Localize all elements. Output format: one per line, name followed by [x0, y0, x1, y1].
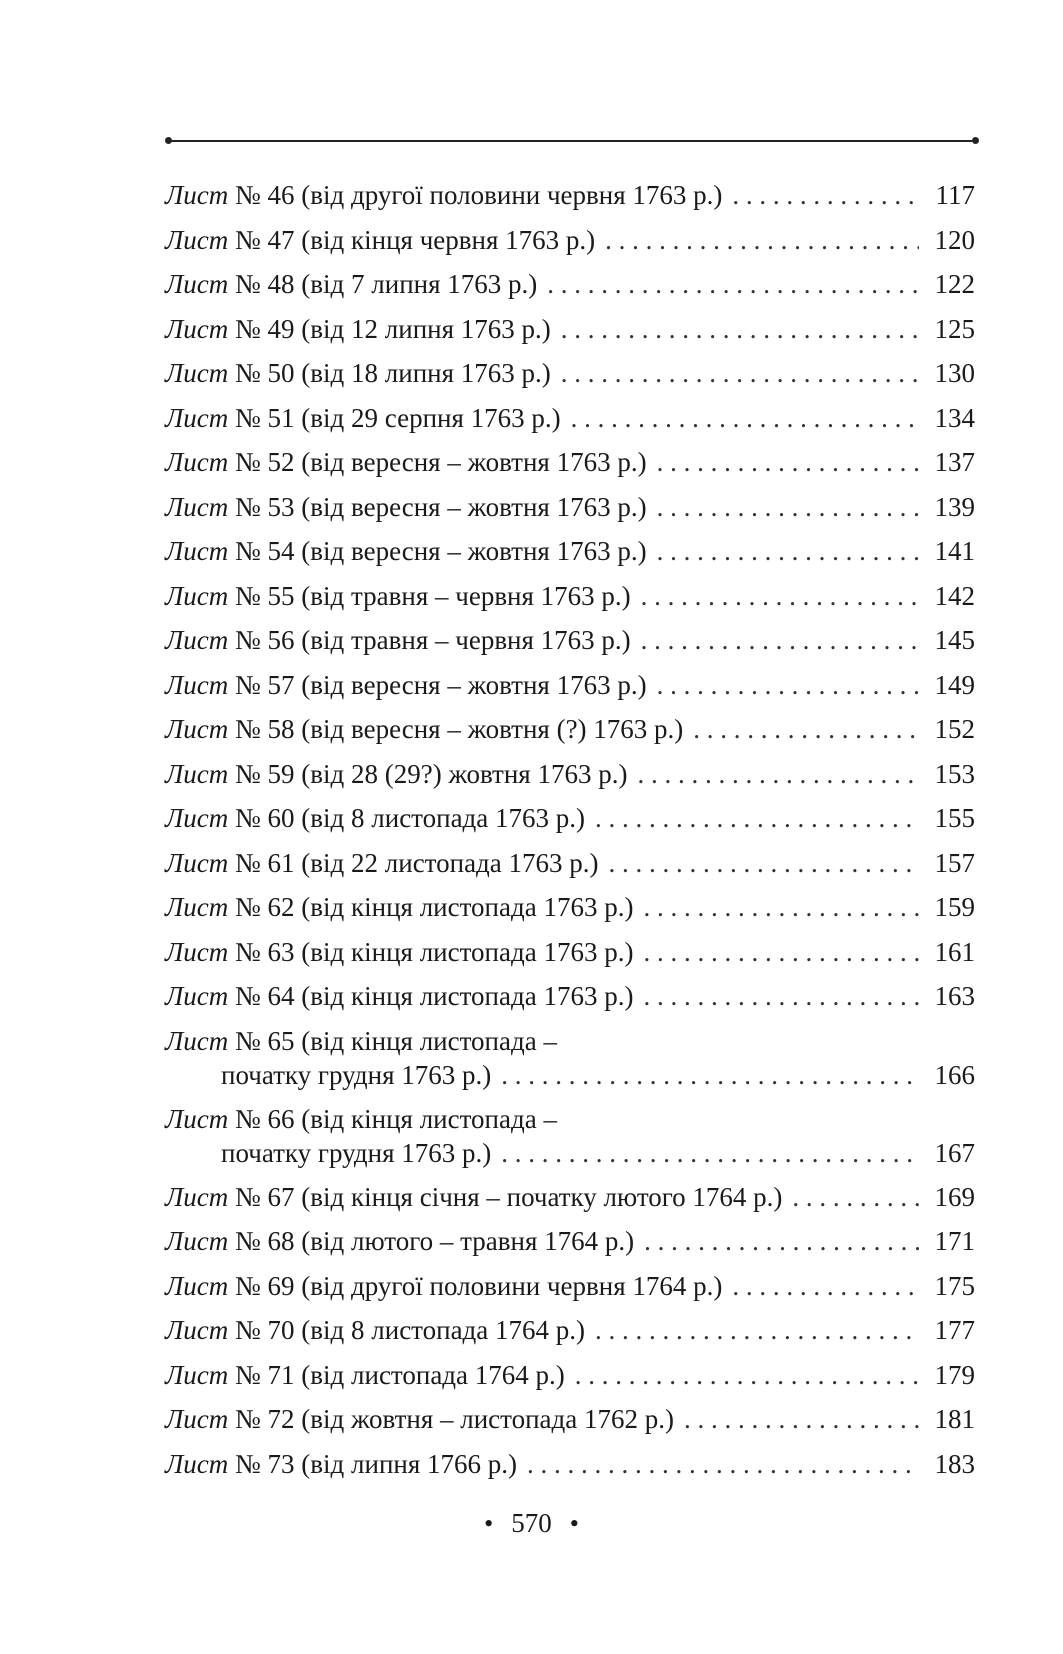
toc-entry-page: 171 — [934, 1226, 975, 1256]
rule-right-dot — [972, 137, 979, 144]
toc-entry-line — [165, 312, 975, 346]
dot-leader — [561, 312, 919, 346]
toc-entry-title — [165, 1102, 557, 1136]
toc-entry-title — [165, 579, 631, 613]
toc-entry-page: 152 — [934, 714, 975, 744]
toc-entry-title — [165, 1358, 565, 1392]
dot-leader — [547, 267, 919, 301]
toc-entry-page: 130 — [934, 358, 975, 388]
toc-entry-prefix: Лист — [165, 625, 229, 655]
toc-entry-text: № 70 (від 8 листопада 1764 р.) — [228, 1315, 586, 1345]
toc-entry-text: № 62 (від кінця листопада 1763 р.) — [228, 892, 634, 922]
toc-entry-prefix: Лист — [165, 491, 229, 522]
toc-entry-line — [165, 757, 975, 791]
toc-entry-line — [165, 1180, 975, 1214]
toc-entry-page: 125 — [934, 313, 975, 344]
toc-entry-line — [165, 579, 975, 613]
toc-entry — [165, 490, 975, 535]
toc-entry — [165, 890, 975, 935]
page-folio — [0, 1508, 1063, 1539]
toc-entry-prefix: Лист — [165, 758, 229, 789]
toc-entry-title — [165, 267, 537, 301]
dot-leader — [641, 623, 919, 657]
toc-entry-page: 183 — [934, 1448, 975, 1479]
toc-entry-prefix: Лист — [165, 714, 229, 744]
toc-entry-text-continued: початку грудня 1763 р.) — [221, 1059, 492, 1090]
toc-entry-page: 145 — [934, 625, 975, 655]
toc-entry-text: № 53 (від вересня – жовтня 1763 р.) — [228, 491, 647, 522]
toc-entry-page: 120 — [934, 224, 975, 255]
toc-entry-title — [165, 846, 599, 880]
toc-entry-text: № 55 (від травня – червня 1763 р.) — [228, 580, 631, 611]
toc-entry-page: 134 — [934, 402, 975, 433]
toc-entry-title — [165, 668, 647, 702]
dot-leader — [561, 356, 919, 390]
toc-entry-page: 122 — [934, 269, 975, 299]
toc-entry-prefix: Лист — [165, 580, 229, 611]
toc-entry-line — [165, 1447, 975, 1481]
toc-entry-prefix: Лист — [165, 1315, 229, 1345]
toc-entry-line — [165, 445, 975, 479]
toc-entry — [165, 1447, 975, 1492]
toc-entry-line-continued — [165, 1136, 975, 1170]
toc-entry — [165, 623, 975, 668]
toc-entry-title — [165, 757, 627, 791]
toc-entry-page: 155 — [934, 803, 975, 833]
toc-entry-prefix: Лист — [165, 1448, 229, 1479]
toc-entry-prefix: Лист — [165, 269, 229, 299]
dot-leader — [637, 757, 919, 791]
toc-entry-title — [165, 223, 595, 257]
toc-entry-page: 161 — [934, 936, 975, 967]
toc-entry-line — [165, 178, 975, 212]
toc-entry — [165, 1313, 975, 1358]
toc-entry — [165, 223, 975, 268]
toc-entry-title — [165, 178, 722, 212]
toc-entry-page: 142 — [934, 580, 975, 611]
toc-entry — [165, 401, 975, 446]
toc-entry — [165, 935, 975, 980]
toc-entry-prefix: Лист — [165, 224, 229, 255]
toc-entry — [165, 846, 975, 891]
toc-entry — [165, 979, 975, 1024]
toc-entry-text: № 72 (від жовтня – листопада 1762 р.) — [228, 1404, 674, 1434]
toc-entry — [165, 445, 975, 490]
dot-leader — [605, 223, 919, 257]
toc-entry-prefix: Лист — [165, 402, 229, 433]
toc-entry-prefix: Лист — [165, 847, 229, 878]
toc-entry-line — [165, 223, 975, 257]
toc-entry-line — [165, 356, 975, 390]
toc-entry-title — [165, 445, 647, 479]
toc-entry-text: № 64 (від кінця листопада 1763 р.) — [228, 981, 634, 1011]
dot-leader — [684, 1402, 919, 1436]
toc-entry-text: № 57 (від вересня – жовтня 1763 р.) — [228, 669, 647, 700]
toc-entry-title — [165, 1269, 722, 1303]
toc-entry-line — [165, 846, 975, 880]
toc-entry-prefix: Лист — [165, 669, 229, 700]
toc-entry-title — [165, 1402, 674, 1436]
toc-entry-page: 157 — [934, 847, 975, 878]
toc-entry-line — [165, 979, 975, 1013]
toc-entry-text: № 67 (від кінця січня – початку лютого 1764 р.) — [228, 1181, 783, 1212]
toc-entry-text: № 60 (від 8 листопада 1763 р.) — [228, 803, 586, 833]
toc-entry-prefix: Лист — [165, 1270, 229, 1301]
toc-entry-prefix: Лист — [165, 803, 229, 833]
toc-entry-page: 166 — [934, 1059, 975, 1090]
dot-leader — [609, 846, 919, 880]
toc-entry-text: № 59 (від 28 (29?) жовтня 1763 р.) — [228, 758, 628, 789]
dot-leader — [657, 445, 919, 479]
toc-entry-text: № 71 (від листопада 1764 р.) — [228, 1359, 565, 1390]
toc-entry-title — [165, 712, 683, 746]
toc-entry-text: № 47 (від кінця червня 1763 р.) — [228, 224, 596, 255]
toc-entry-prefix: Лист — [165, 358, 229, 388]
toc-entry-line — [165, 1224, 975, 1258]
toc-entry-text: № 61 (від 22 листопада 1763 р.) — [228, 847, 599, 878]
dot-leader — [575, 1358, 919, 1392]
toc-entry-page: 177 — [934, 1315, 975, 1345]
toc-entry — [165, 267, 975, 312]
toc-entry-text: № 52 (від вересня – жовтня 1763 р.) — [228, 447, 647, 477]
toc-entry-prefix: Лист — [165, 1103, 229, 1134]
toc-entry-text: № 69 (від другої половини червня 1764 р.) — [228, 1270, 723, 1301]
toc-entry-title — [165, 979, 633, 1013]
toc-entry-text: № 49 (від 12 липня 1763 р.) — [228, 313, 551, 344]
dot-leader — [657, 490, 919, 524]
toc-entry-page: 149 — [934, 669, 975, 700]
dot-leader — [641, 579, 919, 613]
toc-entry-line — [165, 490, 975, 524]
dot-leader — [595, 801, 919, 835]
toc-entry-prefix: Лист — [165, 1226, 229, 1256]
toc-entry — [165, 668, 975, 713]
toc-entry-text: № 68 (від лютого – травня 1764 р.) — [228, 1226, 635, 1256]
toc-entry-prefix: Лист — [165, 936, 229, 967]
toc-entry — [165, 356, 975, 401]
toc-entry — [165, 1269, 975, 1314]
toc-entry — [165, 312, 975, 357]
toc-entry-page: 175 — [934, 1270, 975, 1301]
dot-leader — [527, 1447, 919, 1481]
dot-leader — [501, 1136, 919, 1170]
dot-leader — [595, 1313, 919, 1347]
toc-entry-page: 153 — [934, 758, 975, 789]
toc-entry-title — [165, 623, 631, 657]
toc-entry-title — [165, 935, 633, 969]
toc-entry-line — [165, 890, 975, 924]
toc-entry-text: № 54 (від вересня – жовтня 1763 р.) — [228, 536, 647, 566]
toc-entry-page: 159 — [934, 892, 975, 922]
toc-entry-text: № 56 (від травня – червня 1763 р.) — [228, 625, 631, 655]
toc-entry-text: № 73 (від липня 1766 р.) — [228, 1448, 518, 1479]
toc-entry — [165, 579, 975, 624]
toc-entry — [165, 1180, 975, 1225]
folio-bullet-left: • — [484, 1509, 494, 1538]
dot-leader — [644, 1224, 919, 1258]
toc-entry-line — [165, 534, 975, 568]
toc-entry-prefix: Лист — [165, 1404, 229, 1434]
toc-entry-prefix: Лист — [165, 447, 229, 477]
toc-entry — [165, 1102, 975, 1180]
dot-leader — [571, 401, 919, 435]
dot-leader — [501, 1058, 919, 1092]
page-number: 570 — [511, 1508, 552, 1538]
toc-entry-text: № 66 (від кінця листопада – — [228, 1103, 557, 1134]
toc-entry — [165, 534, 975, 579]
dot-leader — [643, 979, 919, 1013]
toc-entry-page: 167 — [934, 1137, 975, 1168]
toc-entry-line — [165, 1024, 975, 1058]
toc-entry — [165, 1358, 975, 1403]
toc-entry-line — [165, 712, 975, 746]
toc-entry-title — [165, 1447, 517, 1481]
toc-entry-page: 169 — [934, 1181, 975, 1212]
toc-entry-title — [165, 401, 561, 435]
toc-entry-title — [165, 534, 647, 568]
toc-entry-page: 141 — [934, 536, 975, 566]
dot-leader — [693, 712, 919, 746]
toc-entry-text: № 51 (від 29 серпня 1763 р.) — [228, 402, 561, 433]
toc-entry-text: № 65 (від кінця листопада – — [228, 1025, 557, 1056]
toc-entry-line — [165, 668, 975, 702]
toc-entry-page: 137 — [934, 447, 975, 477]
toc-entry-prefix: Лист — [165, 1181, 229, 1212]
toc-entry-page: 181 — [934, 1404, 975, 1434]
toc-entry-title — [165, 890, 633, 924]
header-rule — [168, 140, 972, 142]
folio-bullet-right: • — [569, 1509, 579, 1538]
toc-entry — [165, 1024, 975, 1102]
toc-entry-text: № 63 (від кінця листопада 1763 р.) — [228, 936, 634, 967]
dot-leader — [732, 1269, 919, 1303]
toc-entry-title — [165, 1313, 585, 1347]
toc-entry-title — [165, 312, 551, 346]
toc-entry-title — [165, 356, 551, 390]
toc-entry-title — [165, 1224, 634, 1258]
dot-leader — [643, 935, 919, 969]
toc-entry-line — [165, 267, 975, 301]
toc-entry — [165, 1224, 975, 1269]
dot-leader — [643, 890, 919, 924]
toc-entry-line — [165, 801, 975, 835]
toc-entry-title — [165, 1180, 782, 1214]
toc-entry-line — [165, 935, 975, 969]
toc-entry — [165, 801, 975, 846]
toc-entry-text: № 58 (від вересня – жовтня (?) 1763 р.) — [228, 714, 684, 744]
toc-entry-line — [165, 1402, 975, 1436]
toc-entry-prefix: Лист — [165, 892, 229, 922]
dot-leader — [732, 178, 919, 212]
toc-entry-line — [165, 623, 975, 657]
dot-leader — [657, 534, 919, 568]
toc-entry-page: 179 — [934, 1359, 975, 1390]
toc-entry-prefix: Лист — [165, 536, 229, 566]
toc-entry — [165, 1402, 975, 1447]
toc-entry-prefix: Лист — [165, 313, 229, 344]
toc-entry — [165, 178, 975, 223]
toc-entry-text-continued: початку грудня 1763 р.) — [221, 1137, 492, 1168]
toc-entry-line — [165, 1358, 975, 1392]
toc-entry-prefix: Лист — [165, 1359, 229, 1390]
toc-entry-text: № 48 (від 7 липня 1763 р.) — [228, 269, 538, 299]
dot-leader — [657, 668, 919, 702]
toc-entry-text: № 50 (від 18 липня 1763 р.) — [228, 358, 551, 388]
toc-entry-title — [165, 1024, 557, 1058]
toc-entry-page: 163 — [934, 981, 975, 1011]
toc-entry-page: 139 — [934, 491, 975, 522]
toc-entry-title — [165, 801, 585, 835]
toc-entry-prefix: Лист — [165, 180, 229, 210]
toc-entry-prefix: Лист — [165, 1025, 229, 1056]
toc-entry-line — [165, 1313, 975, 1347]
table-of-contents — [165, 178, 975, 1491]
toc-entry-text: № 46 (від другої половини червня 1763 р.) — [228, 180, 723, 210]
toc-entry-line — [165, 1102, 975, 1136]
dot-leader — [792, 1180, 919, 1214]
toc-entry — [165, 757, 975, 802]
toc-entry-title — [165, 490, 647, 524]
toc-entry-page: 117 — [935, 180, 975, 210]
toc-entry-prefix: Лист — [165, 981, 229, 1011]
toc-entry — [165, 712, 975, 757]
toc-entry-line — [165, 1269, 975, 1303]
toc-entry-line-continued — [165, 1058, 975, 1092]
toc-entry-line — [165, 401, 975, 435]
